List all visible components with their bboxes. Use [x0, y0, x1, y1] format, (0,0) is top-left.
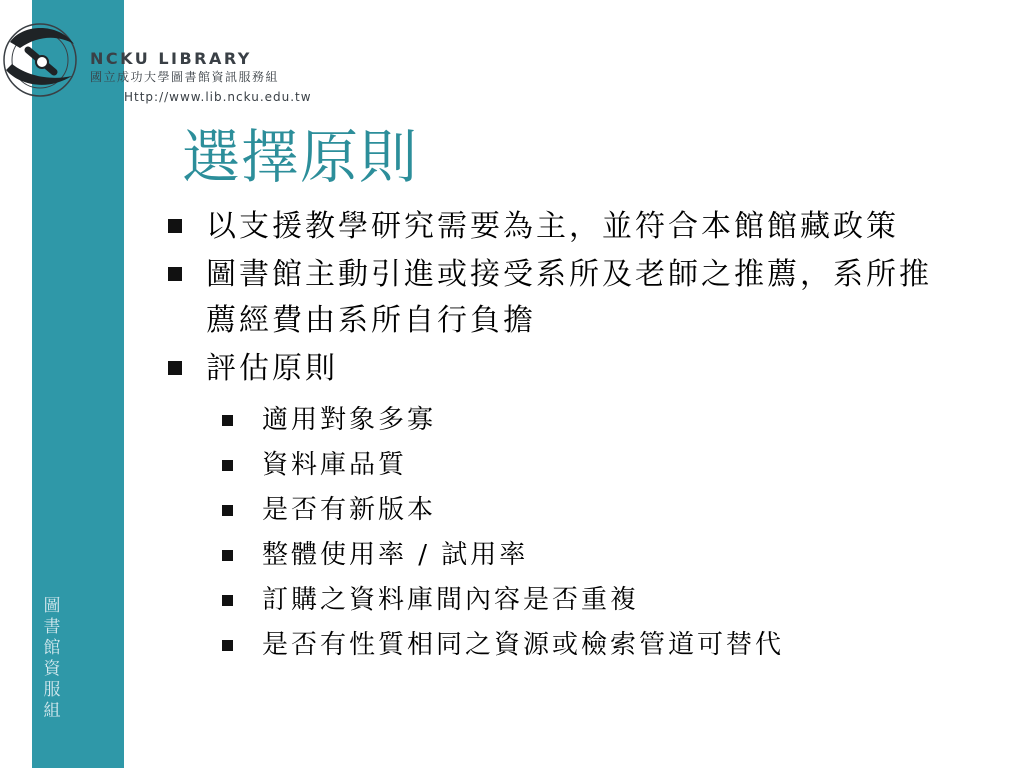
sub-bullet-square-icon [222, 595, 233, 606]
library-logo [0, 14, 84, 106]
sub-bullet-text: 整體使用率 / 試用率 [262, 540, 529, 570]
bullet-list [168, 204, 988, 670]
sub-bullet-item [218, 623, 988, 668]
bullet-item [168, 252, 988, 344]
sub-bullet-item [218, 488, 988, 533]
sub-bullet-item [218, 443, 988, 488]
sub-bullet-item [218, 533, 988, 578]
sub-bullet-item [218, 578, 988, 623]
sub-bullet-text: 訂購之資料庫間內容是否重複 [262, 585, 640, 615]
brand-subtitle: 國立成功大學圖書館資訊服務組 [90, 70, 280, 84]
brand-url: Http://www.lib.ncku.edu.tw [124, 90, 312, 104]
bullet-square-icon [168, 361, 182, 375]
sub-bullet-square-icon [222, 505, 233, 516]
sub-bullet-square-icon [222, 640, 233, 651]
sub-bullet-text: 是否有新版本 [262, 495, 437, 525]
sub-bullet-text: 是否有性質相同之資源或檢索管道可替代 [262, 630, 785, 660]
bullet-text: 圖書館主動引進或接受系所及老師之推薦，系所推薦經費由系所自行負擔 [206, 257, 932, 338]
sub-bullet-text: 資料庫品質 [262, 450, 408, 480]
bullet-square-icon [168, 219, 182, 233]
sub-bullet-item [218, 398, 988, 443]
sub-bullet-text: 適用對象多寡 [262, 405, 437, 435]
sub-bullet-list [168, 398, 988, 668]
sub-bullet-square-icon [222, 460, 233, 471]
brand-block [90, 50, 312, 105]
bullet-square-icon [168, 267, 182, 281]
bullet-text: 以支援教學研究需要為主，並符合本館館藏政策 [206, 209, 899, 244]
slide-title: 選擇原則 [182, 123, 419, 191]
sub-bullet-square-icon [222, 415, 233, 426]
brand-name: NCKU LIBRARY [90, 49, 252, 68]
sidebar-vertical-text: 圖書館資服組 [43, 596, 61, 721]
bullet-item [168, 346, 988, 668]
sub-bullet-square-icon [222, 550, 233, 561]
bullet-text: 評估原則 [206, 351, 338, 386]
bullet-item [168, 204, 988, 250]
